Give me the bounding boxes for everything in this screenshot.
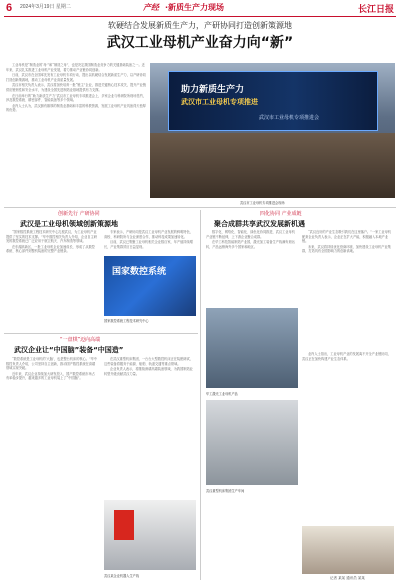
robot-line-photo-caption: 武汉某企业机器人生产线 <box>104 574 140 578</box>
column-divider <box>200 210 201 580</box>
left-paragraph: “国家数控系统工程技术研究中心扎根武汉，为工业母机产业提供了坚实的技术支撑。”华中数控相关负责人介绍，企业自主研发的数控系统已广泛应用于航空航天、汽车制造等领域。 <box>6 230 97 244</box>
left-paragraph: 在东湖高新区，一批工业母机企业加速成长，形成了从数控系统、核心部件到整机装备的完整产业链条。 <box>6 244 95 254</box>
page-number: 6 <box>6 2 13 14</box>
lead-paragraph: 武汉市相关负责人表示，武汉将加快培育一批“链主”企业，推进关键核心技术攻关，提升产业链供应链韧性和安全水平，为建设全国先进制造业基地提供有力支撑。 <box>6 83 146 92</box>
section-title: ·新质生产力现场 <box>165 3 225 12</box>
right-column-title: 聚合成群共享武汉发展新机遇 <box>214 220 305 228</box>
masthead: 长江日报 <box>357 5 394 15</box>
bottom-column-label: “一盘棋”迈向高端 <box>60 337 101 343</box>
bottom-column-title: 武汉企业让“中国脑”装备“中国造” <box>14 346 124 354</box>
lab-photo-caption: 武汉重型机床集团生产车间 <box>206 489 245 493</box>
lead-paragraph: 日前，武汉市在全国率先发布工业母机专项行动，提出以软硬结合发展新质生产力，以产研协同打造创新策源地，推动工业母机产业高质量发展。 <box>6 73 146 82</box>
right-paragraph: 业内人士指出，工业母机产业的发展离不开全产业链协同，武汉正在加快构建产业生态体系。 <box>302 352 391 361</box>
audience-area <box>150 133 395 198</box>
issue-date: 2024年3月19日 星期二 <box>20 4 71 10</box>
lead-paragraph: 工业母机是“制造业的‘母’”和“制造之母”，也是决定我国制造业竞争力的关键基础装备之一。近年来，武汉扎实推进工业母机产业发展，着力推动产业链协同创新。 <box>6 63 145 72</box>
lead-headline: 武汉工业母机产业奋力向“新” <box>106 35 294 51</box>
banner-line-2: 武汉市工业母机专项推进 <box>181 98 258 106</box>
factory-photo <box>206 308 298 388</box>
lead-subhead: 软硬结合发展新质生产力，产研协同打造创新策源地 <box>108 21 292 30</box>
right-paragraph: 未来，武汉将持续优化营商环境，加快建设工业母机产业集群，打造具有全国影响力的创新高地。 <box>302 244 391 254</box>
factory-photo-caption: 华工激光工业母机产品 <box>206 392 238 396</box>
lead-paragraph: 在日前举行的“助力新质生产力”武汉市工业母机专项推进会上，多家企业与科研院所现场签约，涉及数控系统、精密部件、智能装备等多个领域。 <box>6 93 146 103</box>
bottom-paragraph: 企业负责人表示，将继续深耕高端装备领域，为我国制造业转型升级贡献武汉力量。 <box>104 367 193 376</box>
lead-photo <box>150 63 395 198</box>
left-column-body-a <box>6 230 98 310</box>
robot-figure <box>114 510 134 540</box>
banner-line-1: 助力新质生产力 <box>181 85 245 95</box>
left-section-divider <box>4 333 198 334</box>
right-paragraph: 数字化、网络化、智能化、绿色化协同推进，武汉工业母机产业链不断延伸，上下游企业聚合成群。 <box>206 230 295 239</box>
robot-arm-photo <box>302 526 394 574</box>
right-paragraph: “武汉良好的产业生态吸引我们在这里落户。”一家工业母机配套企业负责人表示，企业正在扩大产能，积极融入本地产业链。 <box>302 230 391 244</box>
robot-line-photo <box>104 500 196 570</box>
lab-photo <box>206 400 298 485</box>
right-column-body-c <box>302 352 394 522</box>
cert-photo-caption: 国家数控系统工程技术研究中心 <box>104 319 149 323</box>
banner-line-3: 武汉市工业母机专项推进会 <box>259 115 320 121</box>
lead-body <box>6 63 146 198</box>
lead-paragraph: 业内人士认为，武汉拥有雄厚的制造业基础和丰富的科教资源，发展工业母机产业具备得天独厚的优势。 <box>6 103 146 113</box>
bottom-column-body-b <box>104 357 196 497</box>
left-paragraph: 目前，武汉已集聚工业母机相关企业数百家，年产值持续增长，产业集群效应日益显现。 <box>104 240 193 249</box>
section-logo: 产经 <box>143 2 159 12</box>
cert-photo-title: 国家数控系统 <box>112 267 167 277</box>
header-rule <box>4 16 396 17</box>
bottom-column-body-a <box>6 357 98 579</box>
bottom-paragraph: “数控系统是工业母机的‘大脑’，也是整台机床的核心。”华中数控负责人介绍，公司坚持自主创新，推动国产数控系统在高端领域实现突破。 <box>6 357 97 371</box>
right-column-body-b <box>302 230 394 350</box>
bottom-paragraph: 近年来，武汉企业持续加大研发投入，国产数控系统市场占有率稳步提升，越来越多的工业母机装上了“中国脑”。 <box>6 371 95 381</box>
cert-photo <box>104 256 196 316</box>
right-column-label: 四化协同 产业成链 <box>260 211 302 217</box>
byline: 记者 某某 通讯员 某某 <box>330 576 365 580</box>
bottom-paragraph: 在武汉重型机床集团，一台台大型数控机床正在装配调试，这些装备将服务于能源、船舶、轨道交通等重点领域。 <box>104 357 193 366</box>
section-divider <box>4 207 396 208</box>
left-column-label: 创新先行 产研协同 <box>58 211 100 217</box>
event-banner <box>168 71 378 131</box>
right-column-body-a <box>206 230 298 305</box>
lead-photo-caption: 武汉市工业母机专项推进会现场 <box>240 201 285 205</box>
left-paragraph: 专家表示，产研协同是武汉工业母机产业发展的鲜明特色，高校、科研院所与企业深度合作，推动科技成果加速转化。 <box>104 230 193 239</box>
left-column-title: 武汉是工业母机领域创新策源地 <box>20 220 118 228</box>
right-paragraph: 在华工科技智能制造产业园，激光加工装备生产线满负荷运转，产品远销海外多个国家和地区。 <box>206 240 295 249</box>
page-header <box>0 0 400 16</box>
